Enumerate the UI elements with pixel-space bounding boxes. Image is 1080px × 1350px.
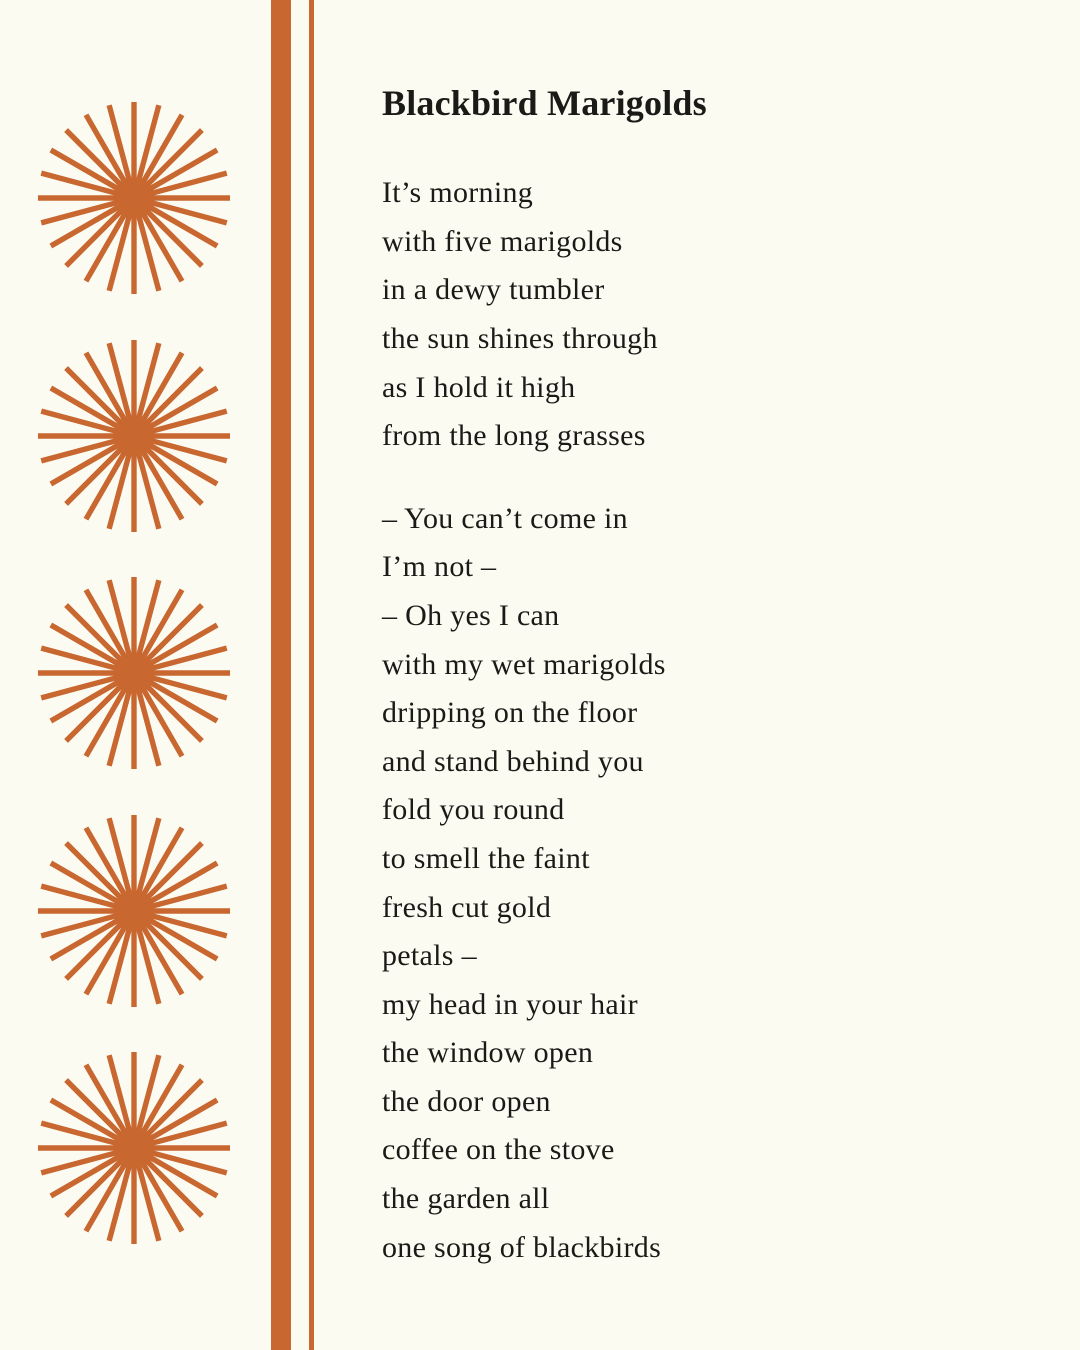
poem-line: my head in your hair	[382, 987, 638, 1021]
poem-line: as I hold it high	[382, 370, 576, 404]
poem-line: petals –	[382, 939, 477, 973]
poem-line: fold you round	[382, 793, 565, 827]
poem-line: coffee on the stove	[382, 1133, 615, 1167]
vertical-stripe-thick	[271, 0, 291, 1350]
poem-line: with five marigolds	[382, 224, 623, 258]
poem-line: with my wet marigolds	[382, 647, 666, 681]
poem-title: Blackbird Marigolds	[382, 83, 707, 123]
sunburst-icon	[36, 100, 232, 296]
poem-line: the garden all	[382, 1182, 550, 1216]
poem-line: the sun shines through	[382, 321, 658, 355]
poem-line: I’m not –	[382, 550, 497, 584]
vertical-stripe-thin	[309, 0, 314, 1350]
poem-stanza-1	[382, 169, 1022, 461]
poem-line: and stand behind you	[382, 744, 644, 778]
poem-line: It’s morning	[382, 176, 534, 210]
poem-text-column	[382, 82, 1022, 1272]
poem-stanza-2	[382, 495, 1022, 1273]
poem-line: the window open	[382, 1036, 594, 1070]
poem-line: fresh cut gold	[382, 890, 552, 924]
poem-line: to smell the faint	[382, 841, 590, 875]
sunburst-icon	[36, 813, 232, 1009]
poem-line: – You can’t come in	[382, 501, 628, 535]
poem-line: – Oh yes I can	[382, 598, 560, 632]
poem-line: the door open	[382, 1084, 551, 1118]
poem-line: from the long grasses	[382, 419, 646, 453]
poem-line: one song of blackbirds	[382, 1230, 662, 1264]
poem-line: dripping on the floor	[382, 696, 638, 730]
sunburst-icon	[36, 338, 232, 534]
poem-body	[382, 169, 1022, 1272]
starburst-column	[0, 0, 270, 1350]
poem-line: in a dewy tumbler	[382, 273, 605, 307]
sunburst-icon	[36, 1050, 232, 1246]
sunburst-icon	[36, 575, 232, 771]
